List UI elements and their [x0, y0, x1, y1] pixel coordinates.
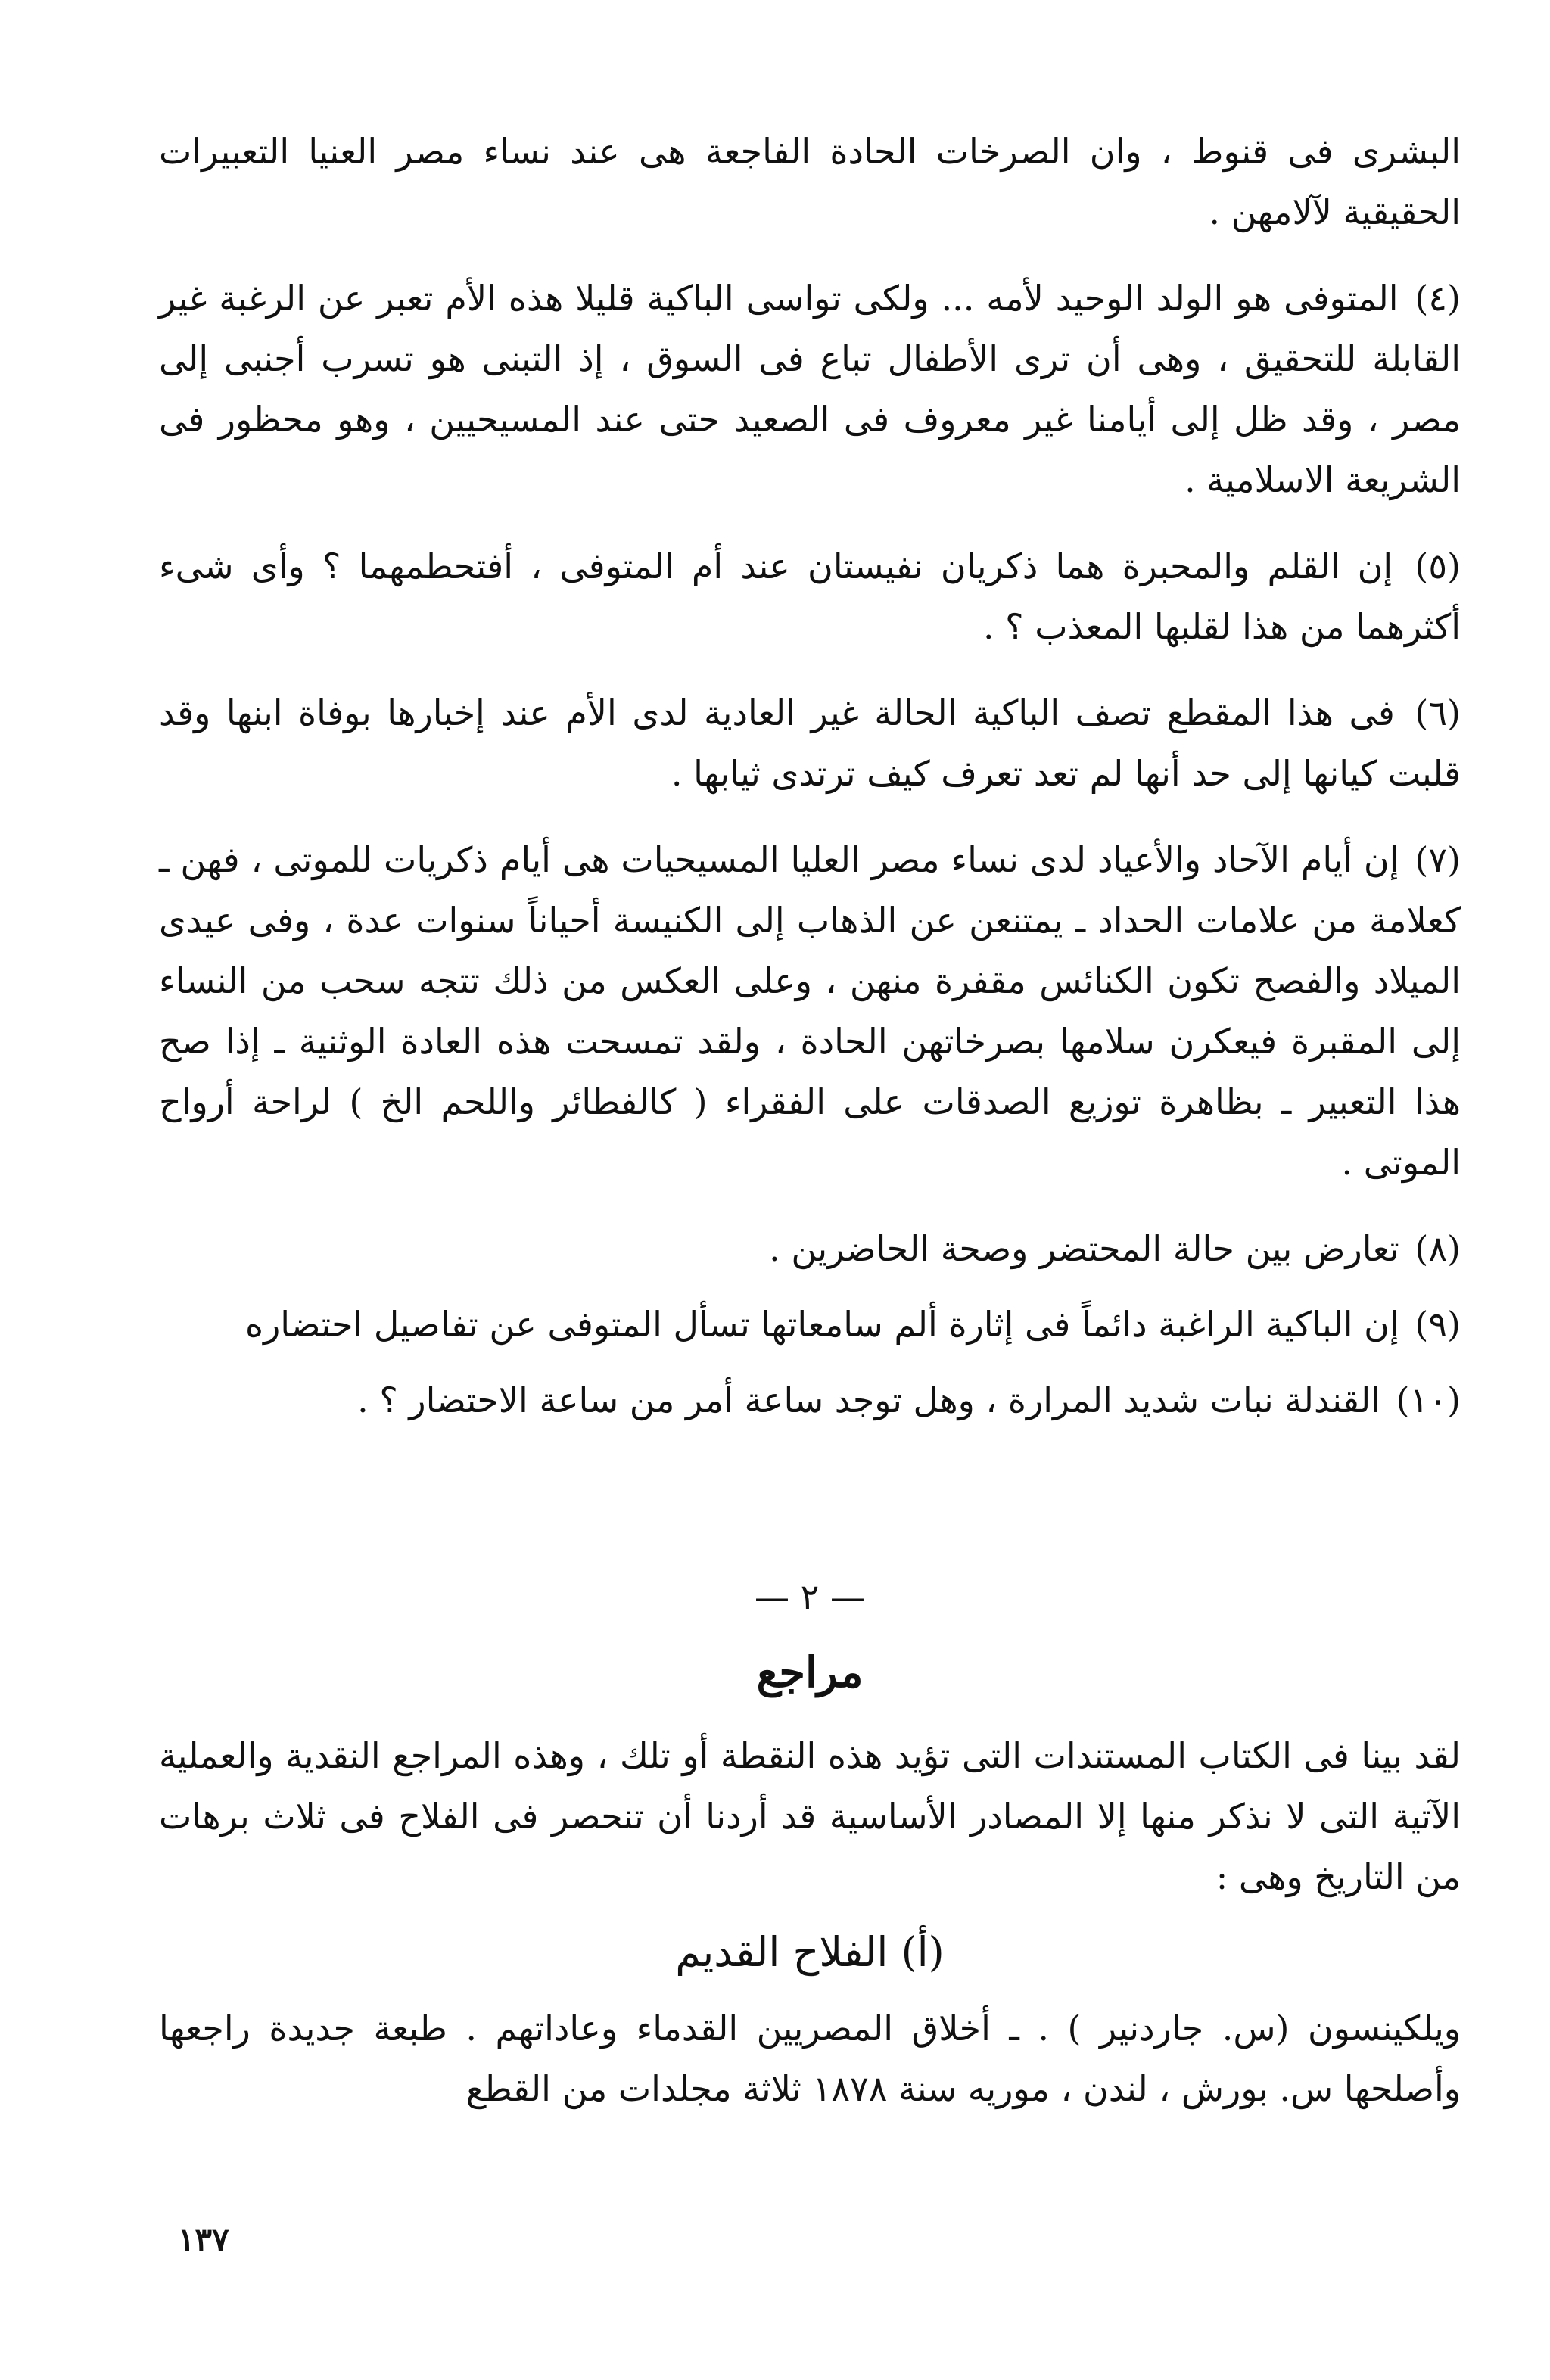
note-text: البشرى فى قنوط ، وان الصرخات الحادة الفاجعة هى عند نساء مصر العنيا التعبيرات الحقيقية لآلامهن .	[159, 131, 1461, 232]
note-text: إن الباكية الراغبة دائماً فى إثارة ألم سامعاتها تسأل المتوفى عن تفاصيل احتضاره	[244, 1304, 1399, 1345]
subsection-title: (أ) الفلاح القديم	[675, 1928, 945, 1976]
note-number: (٩)	[1415, 1304, 1461, 1345]
note-9	[159, 1294, 1461, 1355]
note-text: تعارض بين حالة المحتضر وصحة الحاضرين .	[769, 1228, 1399, 1269]
note-10	[159, 1370, 1461, 1430]
note-text: فى هذا المقطع تصف الباكية الحالة غير العادية لدى الأم عند إخبارها بوفاة ابنها وقد قلبت كيانها إلى حد أنها لم تعد تعرف كيف ترتدى ثيابها .	[159, 692, 1461, 794]
note-continued	[159, 121, 1461, 242]
section-separator: — ٢ —	[755, 1576, 865, 1617]
note-text: القندلة نبات شديد المرارة ، وهل توجد ساعة أمر من ساعة الاحتضار ؟ .	[357, 1380, 1381, 1420]
note-7	[159, 829, 1461, 1193]
note-number: (٨)	[1415, 1228, 1461, 1269]
note-text: إن القلم والمحبرة هما ذكريان نفيستان عند أم المتوفى ، أفتحطمهما ؟ وأى شىء أكثرهما من هذا لقلبها المعذب ؟ .	[159, 546, 1461, 647]
intro-paragraph: لقد بينا فى الكتاب المستندات التى تؤيد هذه النقطة أو تلك ، وهذه المراجع النقدية والعملية الآتية التى لا نذكر منها إلا المصادر الأساسية قد أردنا أن تنحصر فى الفلاح فى ثلاث برهات من التاريخ وهى :	[159, 1735, 1461, 1897]
note-number: (٤)	[1415, 278, 1461, 319]
note-text: المتوفى هو الولد الوحيد لأمه ... ولكى تواسى الباكية قليلا هذه الأم تعبر عن الرغبة غير القابلة للتحقيق ، وهى أن ترى الأطفال تباع فى السوق ، إذ التبنى هو تسرب أجنبى إلى مصر ، وقد ظل إلى أيامنا غير معروف فى الصعيد حتى عند المسيحيين ، وهو محظور فى الشريعة الاسلامية .	[159, 278, 1461, 500]
note-6	[159, 683, 1461, 804]
note-4	[159, 268, 1461, 510]
section-title: مراجع	[756, 1647, 864, 1697]
note-5	[159, 536, 1461, 657]
reference-entry: ويلكينسون (س. جاردنير ) . ـ أخلاق المصريين القدماء وعاداتهم . طبعة جديدة راجعها وأصلحها س. بورش ، لندن ، موريه سنة ١٨٧٨ ثلاثة مجلدات من القطع	[159, 2008, 1461, 2109]
note-number: (٥)	[1415, 546, 1461, 586]
note-text: إن أيام الآحاد والأعياد لدى نساء مصر العليا المسيحيات هى أيام ذكريات للموتى ، فهن ـ كعلامة من علامات الحداد ـ يمتنعن عن الذهاب إلى الكنيسة أحياناً سنوات عدة ، وفى عيدى الميلاد والفصح تكون الكنائس مقفرة منهن ، وعلى العكس من ذلك تتجه سحب من النساء إلى المقبرة فيعكرن سلامها بصرخاتهن الحادة ، ولقد تمسحت هذه العادة الوثنية ـ إذا صح هذا التعبير ـ بظاهرة توزيع الصدقات على الفقراء ( كالفطائر واللحم الخ ) لراحة أرواح الموتى .	[159, 839, 1461, 1183]
note-8	[159, 1218, 1461, 1279]
book-page	[159, 121, 1461, 2316]
note-number: (٧)	[1415, 839, 1461, 880]
page-number: ١٣٧	[178, 2221, 229, 2258]
note-number: (١٠)	[1396, 1380, 1461, 1420]
note-number: (٦)	[1415, 692, 1461, 733]
